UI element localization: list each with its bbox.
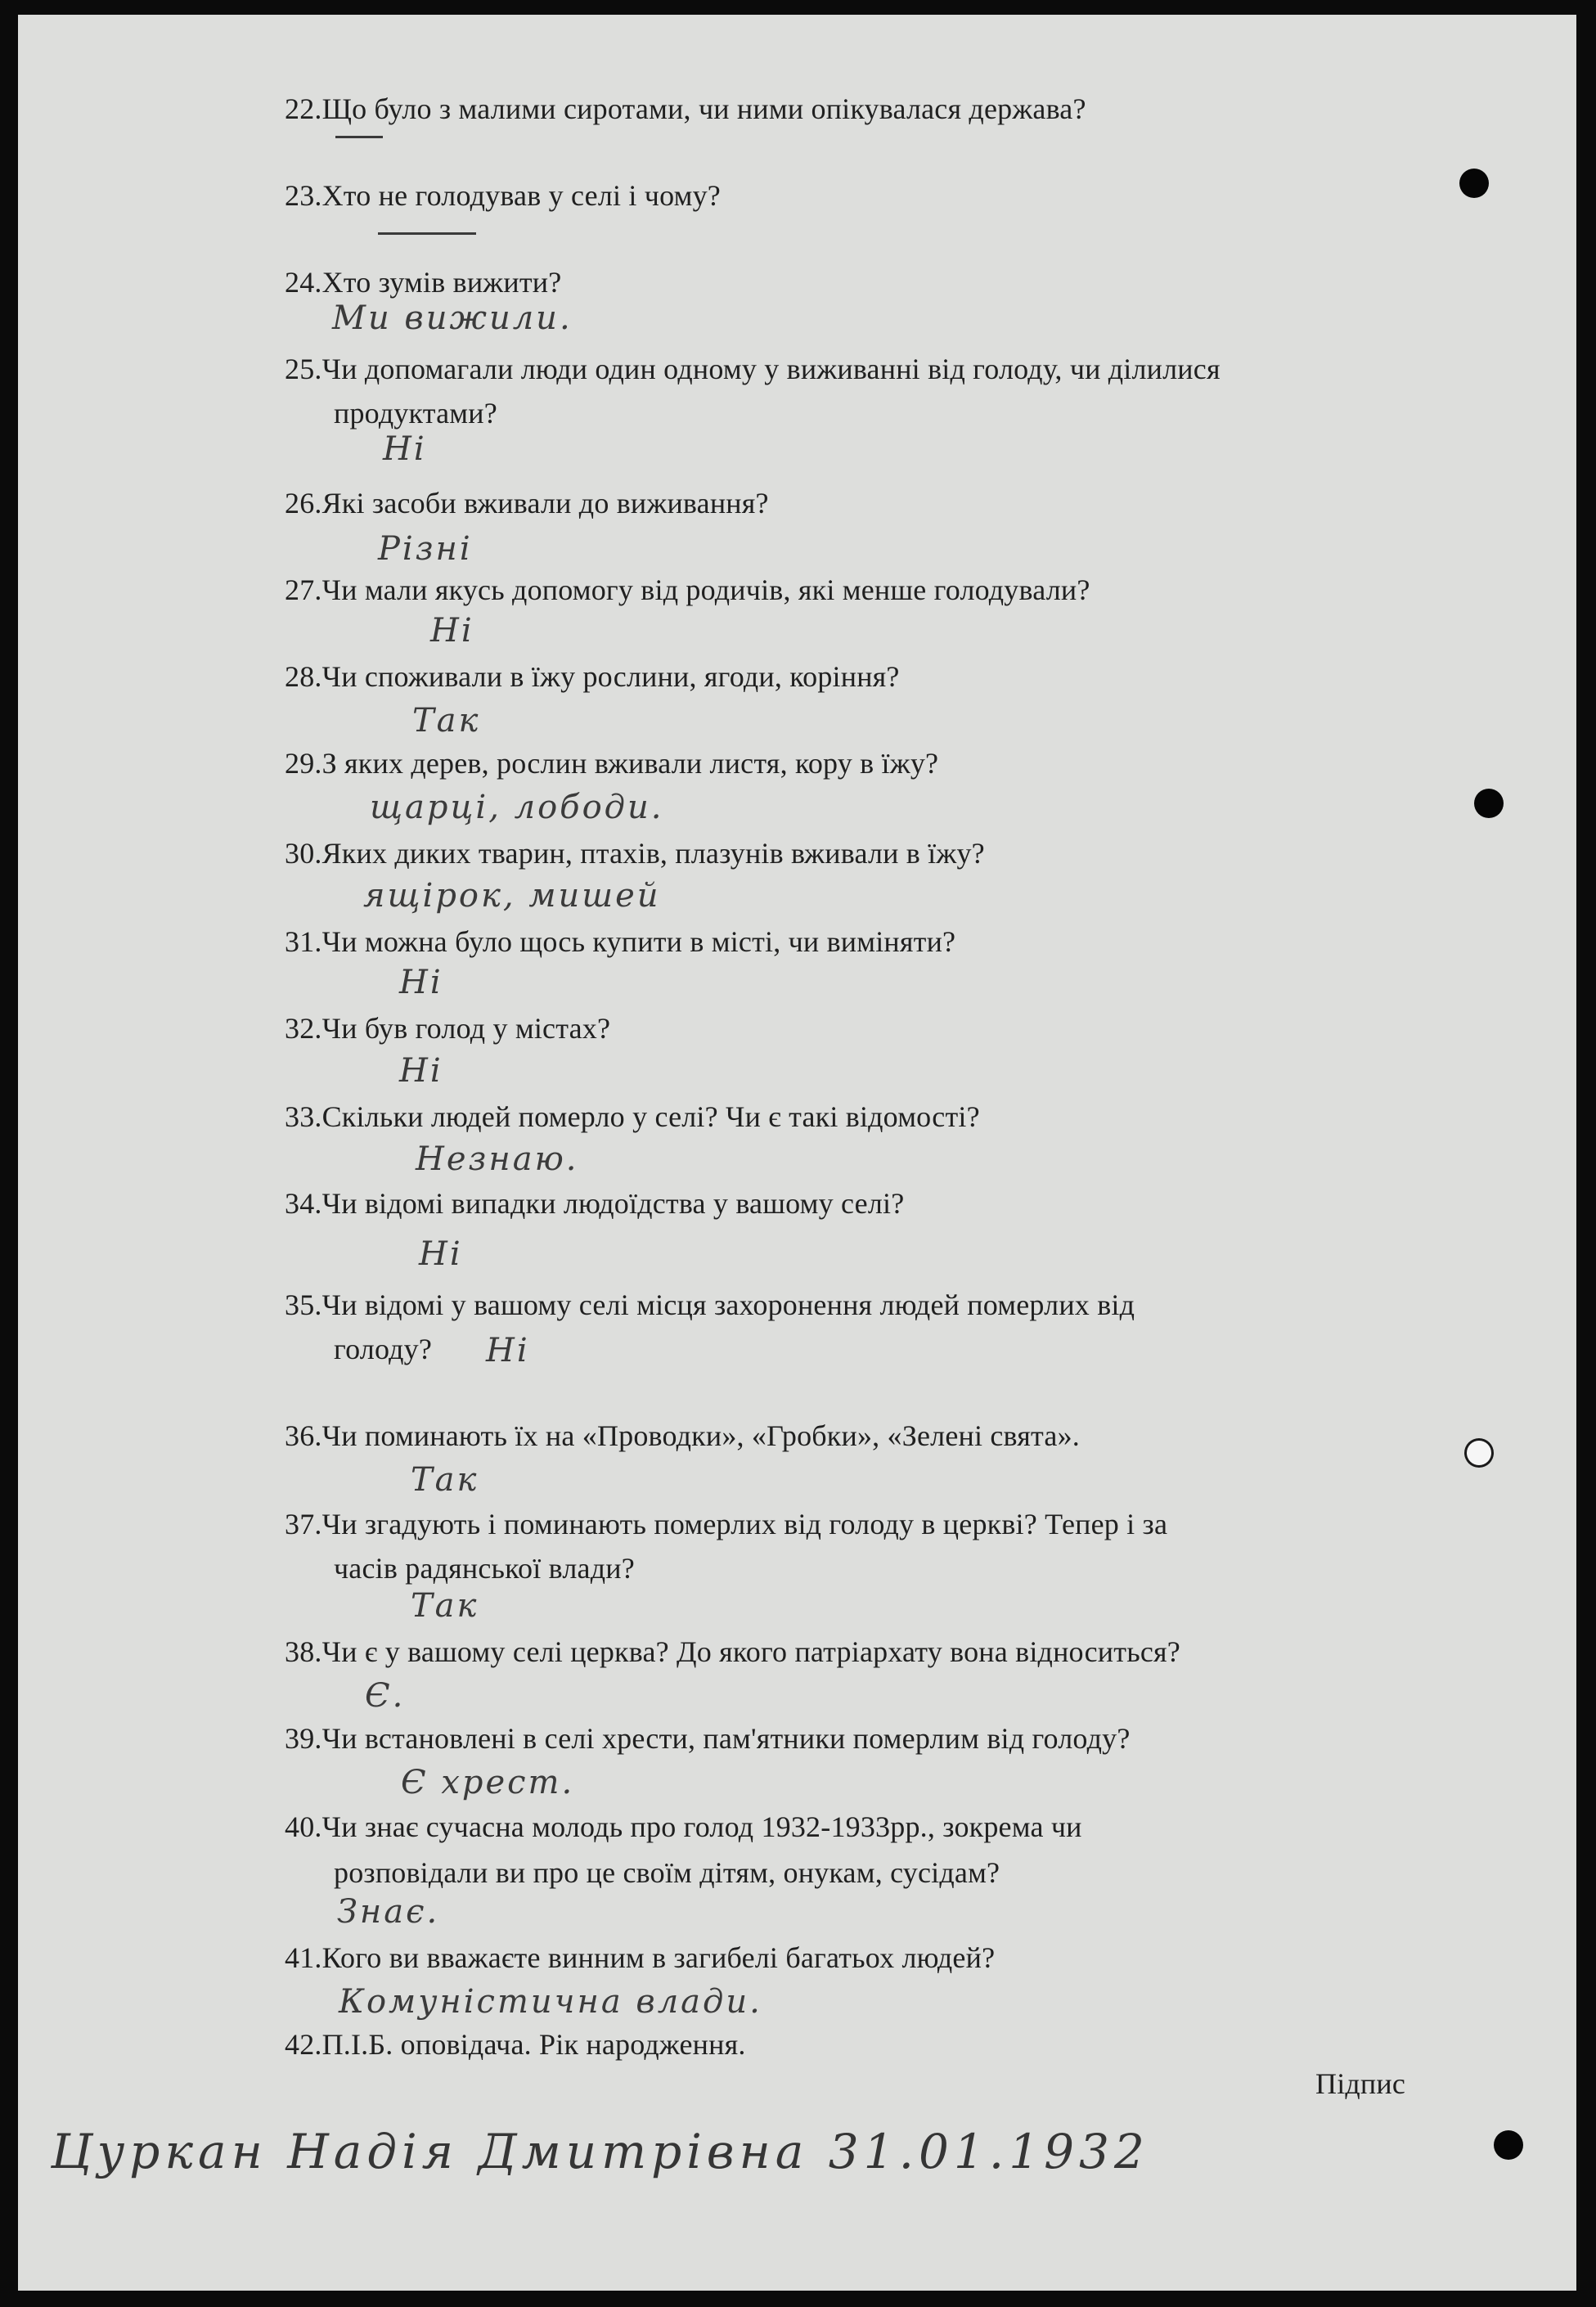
question-31: 31.Чи можна було щось купити в місті, чи виміняти? [285,925,956,958]
question-26: 26.Які засоби вживали до виживання? [285,487,769,519]
paper-sheet [18,15,1576,2291]
answer-27: Ні [430,612,474,650]
question-25: 25.Чи допомагали люди один одному у виживанні від голоду, чи ділилися [285,353,1221,385]
question-32: 32.Чи був голод у містах? [285,1012,611,1045]
question-42: 42.П.І.Б. оповідача. Рік народження. [285,2028,746,2061]
answer-40: Знає. [337,1893,440,1931]
question-28: 28.Чи споживали в їжу рослини, ягоди, коріння? [285,660,900,693]
question-30: 30.Яких диких тварин, птахів, плазунів вживали в їжу? [285,837,985,870]
question-35-continued: голоду? [334,1333,433,1365]
answer-29: щарці, лободи. [370,789,664,826]
punch-hole-bottom [1494,2130,1523,2160]
answer-35: Ні [486,1332,530,1369]
answer-34: Ні [419,1235,463,1273]
question-23: 23.Хто не голодував у селі і чому? [285,179,721,212]
answer-28: Так [412,702,481,740]
answer-32: Ні [399,1052,443,1090]
question-25-continued: продуктами? [334,397,497,429]
question-37: 37.Чи згадують і поминають померлих від голоду в церкві? Тепер і за [285,1508,1168,1540]
answer-36: Так [411,1461,479,1499]
question-39: 39.Чи встановлені в селі хрести, пам'ятники померлим від голоду? [285,1722,1131,1755]
punch-hole-middle [1474,789,1504,818]
answer-39: Є хрест. [401,1764,575,1801]
narrator-name-and-birthdate: Цуркан Надія Дмитрівна 31.01.1932 [51,2124,1149,2179]
question-34: 34.Чи відомі випадки людоїдства у вашому селі? [285,1187,905,1220]
question-36: 36.Чи поминають їх на «Проводки», «Гробки», «Зелені свята». [285,1419,1080,1452]
answer-38: Є. [365,1677,406,1715]
question-40-continued: розповідали ви про це своїм дітям, онукам, сусідам? [334,1856,1000,1889]
punch-hole-lower [1464,1438,1494,1468]
answer-22-dash [335,136,383,138]
answer-33: Незнаю. [416,1140,579,1178]
question-27: 27.Чи мали якусь допомогу від родичів, які менше голодували? [285,573,1090,606]
question-24: 24.Хто зумів вижити? [285,266,562,299]
answer-31: Ні [399,964,443,1001]
question-41: 41.Кого ви вважаєте винним в загибелі багатьох людей? [285,1941,996,1974]
question-40: 40.Чи знає сучасна молодь про голод 1932-1933рр., зокрема чи [285,1810,1082,1843]
question-38: 38.Чи є у вашому селі церква? До якого патріархату вона відноситься? [285,1635,1180,1668]
answer-30: ящірок, мишей [363,877,661,915]
question-33: 33.Скільки людей померло у селі? Чи є такі відомості? [285,1100,980,1133]
answer-26: Різні [378,530,473,568]
signature-label: Підпис [1315,2067,1406,2100]
question-35: 35.Чи відомі у вашому селі місця захоронення людей померлих від [285,1288,1135,1321]
answer-24: Ми вижили. [332,299,573,337]
question-37-continued: часів радянської влади? [334,1552,635,1585]
question-22: 22.Що було з малими сиротами, чи ними опікувалася держава? [285,92,1086,125]
punch-hole-top [1459,169,1489,198]
question-29: 29.З яких дерев, рослин вживали листя, кору в їжу? [285,747,939,780]
answer-23-dash [378,232,476,235]
answer-37: Так [411,1587,479,1625]
answer-41: Комуністична влади. [339,1983,762,2021]
answer-25: Ні [383,430,427,468]
